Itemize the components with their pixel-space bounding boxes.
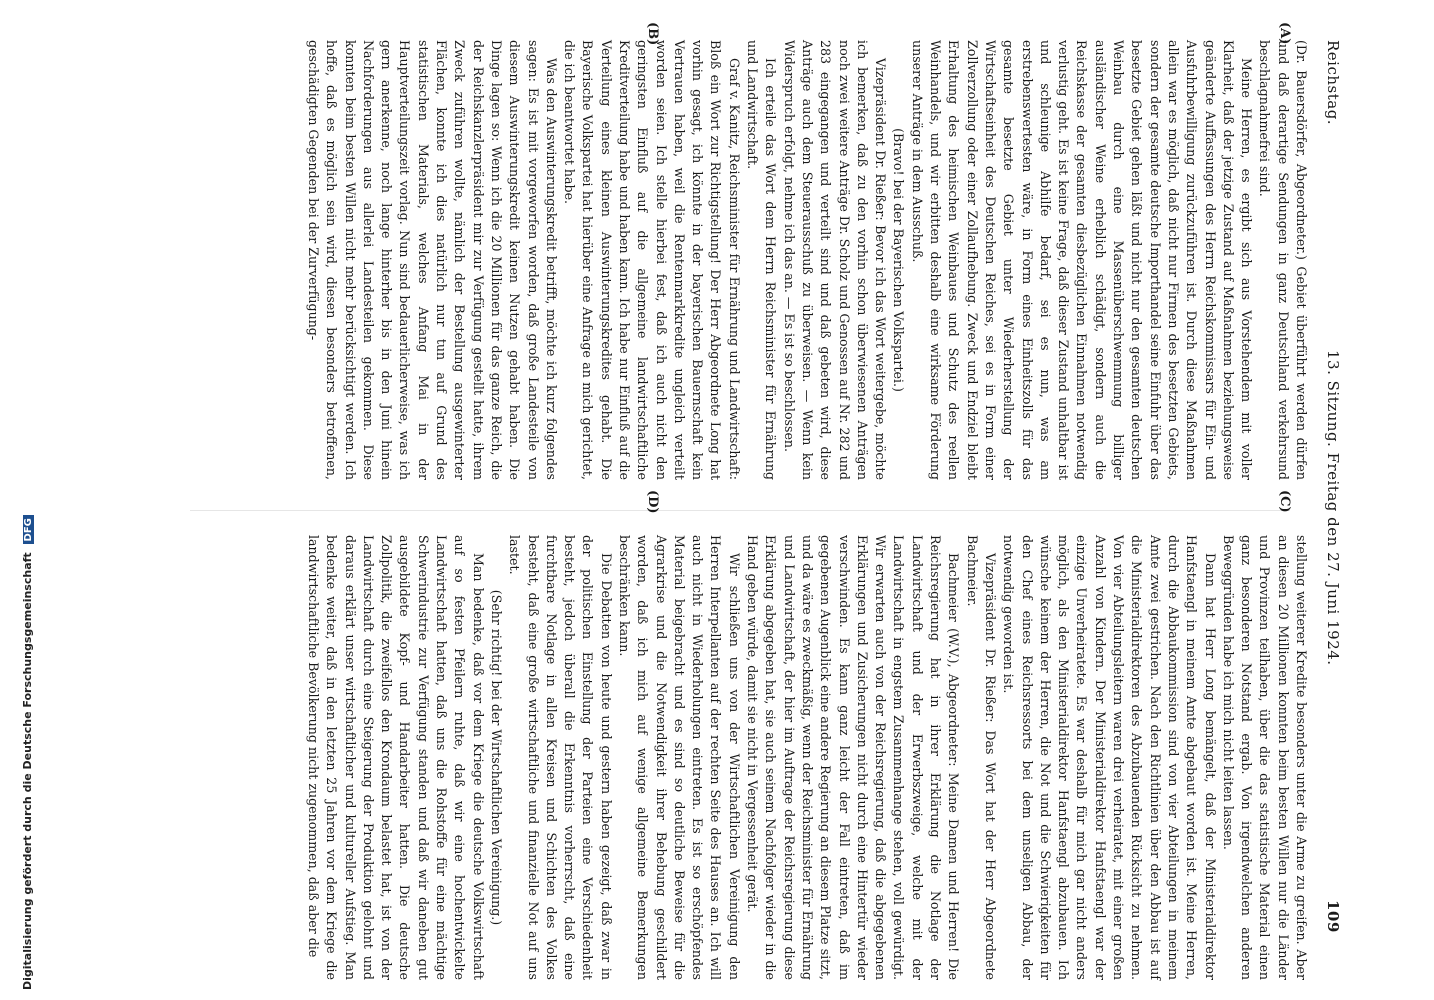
- digitization-footer: [3, 0, 34, 1000]
- paragraph: Meine Herren, es ergibt sich aus Vorstehendem mit voller Klarheit, daß der jetzige Zustand auf Maßnahmen beziehungsweise geänderte Auffassungen des Herrn Reichskommissars für Ein- und Ausfuhrbewilligung zurückzuführen ist. Durch diese Maßnahmen allein war es möglich, daß nicht nur Firmen des besetzten Gebiets, sondern der gesamte deutsche Importhandel seine Einfuhr über das besetzte Gebiet gehen läßt und nicht nur den gesamten deutschen Weinbau durch eine Massenüberschwemmung billiger ausländischer Weine erheblich schädigt, sondern auch die Reichskasse der gesamten diesbezüglichen Einnahmen notwendig verlustig geht. Es ist keine Frage, daß dieser Zustand unhaltbar ist und schleunige Abhilfe bedarf, sei es nun, was am erstrebenswertesten wäre, in Form eines Einheitszolls für das gesamte besetzte Gebiet unter Wiederherstellung der Wirtschaftseinheit des Deutschen Reiches, sei es in Form einer Zollverzollung oder einer Zollaufhebung. Zweck und Endziel bleibt Erhaltung des heimischen Weinbaues und Schutz des reellen Weinhandels, und wir erbitten deshalb eine wirksame Förderung unserer Anträge in dem Ausschuß.: [909, 40, 1255, 480]
- paragraph: Dann hat Herr Long bemängelt, daß der Ministerialdirektor Hanfstaengl in meinem Amte abgebaut worden ist. Meine Herren, durch die Abbaukommission sind von vier Abteilungen in meinem Amte zwei gestrichen. Nach den Richtlinien über den Abbau ist auf die Ministerialdirektoren des Abzubauenden Rücksicht zu nehmen. Von vier Abteilungsleitern waren drei verheiratet, mit einer großen Anzahl von Kindern. Der Ministerialdirektor Hanfstaengl war der einzige Unverheiratete. Es war deshalb für mich gar nicht anders möglich, als den Ministerialdirektor Hanfstaengl abzubauen. Ich wünsche keinem der Herren, die Not und die Schwierigkeiten für den Chef eines Reichsressorts bei dem unseligen Abbau, der notwendig geworden ist.: [1001, 535, 1218, 980]
- dfg-logo: DFG: [23, 515, 34, 544]
- paragraph: Graf v. Kanitz, Reichsminister für Ernährung und Landwirtschaft: Bloß ein Wort zur Richtigstellung! Der Herr Abgeordnete Long hat vorhin gesagt, ich könnte in der bayerischen Bauernschaft kein Vertrauen haben, weil die Rentenmarkkredite ungleich verteilt worden seien. Ich stelle hierbei fest, daß ich auch nicht den geringsten Einfluß auf die allgemeine landwirtschaftliche Kreditverteilung habe und haben kann. Ich habe nur Einfluß auf die Verteilung eines kleinen Auswinterungskredites gehabt. Die Bayerische Volkspartei hat hierüber eine Anfrage an mich gerichtet, die ich beantwortet habe.: [562, 40, 742, 480]
- paragraph: Vizepräsident Dr. Rießer: Bevor ich das Wort weitergebe, möchte ich bemerken, daß zu den vorhin schon überwiesenen Anträgen noch zwei weitere Anträge Dr. Scholz und Genossen auf Nr. 282 und 283 eingegangen und verteilt sind und daß gebeten wird, diese Anträge auch dem Steuerausschuß zu überweisen. — Wenn kein Widerspruch erfolgt, nehme ich das an. — Es ist so beschlossen.: [781, 40, 889, 480]
- scan-rotation-wrapper: [110, 20, 1350, 990]
- paragraph: Ich erteile das Wort dem Herrn Reichsminister für Ernährung und Landwirtschaft.: [745, 40, 779, 480]
- paragraph: Die Debatten von heute und gestern haben gezeigt, daß zwar in der politischen Einstellung der Parteien eine Verschiedenheit besteht, jedoch überall die Erkenntnis vorherrscht, daß eine furchtbare Notlage in allen Kreisen und Schichten des Volkes besteht, daß eine große wirtschaftliche und finanzielle Not auf uns lastet.: [507, 535, 614, 980]
- interjection: (Bravo! bei der Bayerischen Volkspartei.): [891, 128, 907, 392]
- paragraph: Vizepräsident Dr. Rießer: Das Wort hat der Herr Abgeordnete Bachmeier.: [964, 535, 998, 980]
- column-divider: [190, 510, 1290, 511]
- paragraph: (Dr. Bauersdörfer, Abgeordneter.) Gebiet überführt werden dürfen und daß derartige Sendungen in ganz Deutschland verkehrsund beschlagnahmefrei sind.: [1257, 40, 1309, 480]
- margin-letter-d: (D): [645, 490, 660, 514]
- page-header: [1316, 20, 1350, 990]
- paragraph: Bachmeier (W.V.), Abgeordneter: Meine Damen und Herren! Die Reichsregierung hat in ihrer Erklärung die Notlage der Landwirtschaft und der Erwerbszweige, welche mit der Landwirtschaft in engstem Zusammenhange stehen, voll gewürdigt. Wir erwarten auch von der Reichsregierung, daß die abgegebenen Erklärungen und Zusicherungen nicht durch eine Hintertür wieder verschwinden. Es kann ganz leicht der Fall eintreten, daß im gegebenen Augenblick eine andere Regierung an diesem Platze sitzt, und da wäre es zweckmäßig, wenn der Reichsminister für Ernährung und Landwirtschaft, der hier im Auftrage der Reichsregierung diese Erklärung abgegeben hat, sie auch seinem Nachfolger wieder in die Hand geben würde, damit sie nicht in Vergessenheit gerät.: [745, 535, 962, 980]
- header-center: 13. Sitzung. Freitag den 27. Juni 1924.: [1324, 350, 1342, 666]
- paragraph: Man bedenke, daß vor dem Kriege die deutsche Volkswirtschaft auf so festen Pfeilern ruhte, daß wir eine hochentwickelte Landwirtschaft hatten, daß uns die Rohstoffe für eine mächtige Schwerindustrie zur Verfügung standen und daß wir daneben gut ausgebildete Kopf- und Handarbeiter hatten. Die deutsche Zollpolitik, die zweifellos den Krondaum belastet hat, ist von der Landwirtschaft durch eine Steigerung der Produktion gelohnt und daraus erklärt unser wirtschaftlicher und kultureller Aufstieg. Man bedenke weiter, daß in den letzten 25 Jahren vor dem Kriege die landwirtschaftliche Bevölkerung nicht zugenommen, daß aber die: [305, 535, 486, 980]
- document-page: [110, 20, 1350, 990]
- page-number: 109: [1324, 900, 1342, 933]
- margin-letter-a: (A): [1277, 22, 1292, 45]
- margin-letter-b: (B): [645, 22, 660, 46]
- right-column: [130, 535, 1310, 980]
- interjection: (Sehr richtig! bei der Wirtschaftlichen Vereinigung.): [488, 589, 504, 926]
- margin-letter-c: (C): [1277, 490, 1292, 513]
- paragraph: Wir schließen uns von der Wirtschaftlichen Vereinigung den Herren Interpellanten auf der rechten Seite des Hauses an. Ich will auch nicht in Wiederholungen eintreten. Es ist so erschöpfendes Material beigebracht und es sind so deutliche Beweise für die Agrarkrise und die Notwendigkeit ihrer Behebung geschildert worden, daß ich mich auf wenige allgemeine Bemerkungen beschränken kann.: [617, 535, 742, 980]
- paragraph: Was den Auswinterungskredit betrifft, möchte ich kurz folgendes sagen: Es ist mit vorgeworfen worden, daß große Landesteile von diesem Auswinterungskredit keinen Nutzen gehabt haben. Die Dinge lagen so: Wenn ich die 20 Millionen für das ganze Reich, die der Reichskanzlerpräsident mir zur Verfügung gestellt hatte, ihrem Zweck zuführen wollte, nämlich der Bestellung ausgewinterter Flächen, konnte ich dies natürlich nur tun auf Grund des statistischen Materials, welches Anfang Mai in der Hauptverteilungszeit vorlag. Nun sind bedauerlicherweise, was ich gern anerkenne, noch lange hinterher bis in den Juni hinein Nachforderungen aus allerlei Landesteilen gekommen. Diese konnten beim besten Willen nicht mehr berücksichtigt werden. Ich hoffe, daß es möglich sein wird, diesen besonders betroffenen, geschädigten Gegenden bei der Zurverfügung-: [305, 40, 559, 480]
- paragraph: stellung weiterer Kredite besonders unter die Arme zu greifen. Aber an diesen 20 Millionen konnten beim besten Willen nur die Länder und Provinzen teilhaben, über die das statistische Material einen ganz besonderen Notstand ergab. Von irgendwelchen anderen Beweggründen habe ich mich nicht leiten lassen.: [1220, 535, 1309, 980]
- left-column: [130, 40, 1310, 480]
- footer-text: Digitalisierung gefördert durch die Deutsche Forschungsgemeinschaft: [21, 552, 34, 990]
- header-left: Reichstag.: [1324, 40, 1342, 126]
